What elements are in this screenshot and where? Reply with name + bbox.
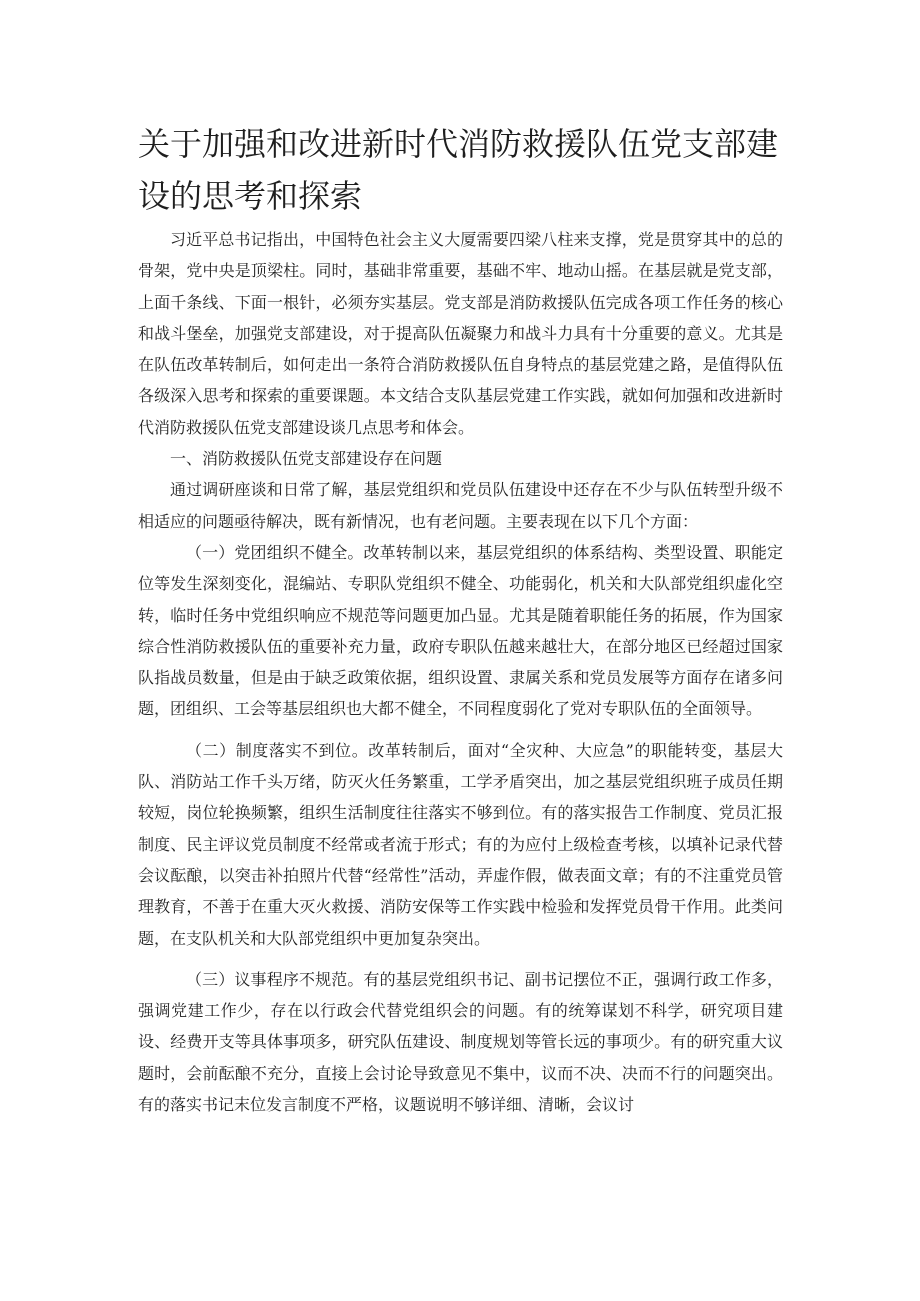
intro-paragraph: 习近平总书记指出，中国特色社会主义大厦需要四梁八柱来支撑，党是贯穿其中的总的骨架，党中央是顶梁柱。同时，基础非常重要，基础不牢、地动山摇。在基层就是党支部，上面千条线、下面一根针，必须夯实基层。党支部是消防救援队伍完成各项工作任务的核心和战斗堡垒，加强党支部建设，对于提高队伍凝聚力和战斗力具有十分重要的意义。尤其是在队伍改革转制后，如何走出一条符合消防救援队伍自身特点的基层党建之路，是值得队伍各级深入思考和探索的重要课题。本文结合支队基层党建工作实践，就如何加强和改进新时代消防救援队伍党支部建设谈几点思考和体会。 [138, 230, 783, 437]
subsection-2-paragraph: （二）制度落实不到位。改革转制后，面对“全灾种、大应急”的职能转变，基层大队、消防站工作千头万绪，防灭火任务繁重，工学矛盾突出，加之基层党组织班子成员任期较短，岗位轮换频繁，组织生活制度往往落实不够到位。有的落实报告工作制度、党员汇报制度、民主评议党员制度不经常或者流于形式；有的为应付上级检查考核，以填补记录代替会议酝酿，以突击补拍照片代替“经常性”活动，弄虚作假，做表面文章；有的不注重党员管理教育，不善于在重大灭火救援、消防安保等工作实践中检验和发挥党员骨干作用。此类问题，在支队机关和大队部党组织中更加复杂突出。 [138, 740, 783, 948]
section-heading-1: 一、消防救援队伍党支部建设存在问题 [170, 449, 443, 469]
document-title: 关于加强和改进新时代消防救援队伍党支部建设的思考和探索 [138, 125, 779, 215]
subsection-1-paragraph: （一）党团组织不健全。改革转制以来，基层党组织的体系结构、类型设置、职能定位等发生深刻变化，混编站、专职队党组织不健全、功能弱化，机关和大队部党组织虚化空转，临时任务中党组织响应不规范等问题更加凸显。尤其是随着职能任务的拓展，作为国家综合性消防救援队伍的重要补充力量，政府专职队伍越来越壮大，在部分地区已经超过国家队指战员数量，但是由于缺乏政策依据，组织设置、隶属关系和党员发展等方面存在诸多问题，团组织、工会等基层组织也大都不健全，不同程度弱化了党对专职队伍的全面领导。 [138, 542, 783, 719]
subsection-3-paragraph: （三）议事程序不规范。有的基层党组织书记、副书记摆位不正，强调行政工作多，强调党建工作少，存在以行政会代替党组织会的问题。有的统筹谋划不科学，研究项目建设、经费开支等具体事项多，研究队伍建设、制度规划等管长远的事项少。有的研究重大议题时，会前酝酿不充分，直接上会讨论导致意见不集中，议而不决、决而不行的问题突出。有的落实书记末位发言制度不严格，议题说明不够详细、清晰，会议讨 [138, 969, 783, 1115]
document-body [138, 224, 783, 1120]
section-1-intro-paragraph: 通过调研座谈和日常了解，基层党组织和党员队伍建设中还存在不少与队伍转型升级不相适应的问题亟待解决，既有新情况，也有老问题。主要表现在以下几个方面： [138, 480, 783, 531]
